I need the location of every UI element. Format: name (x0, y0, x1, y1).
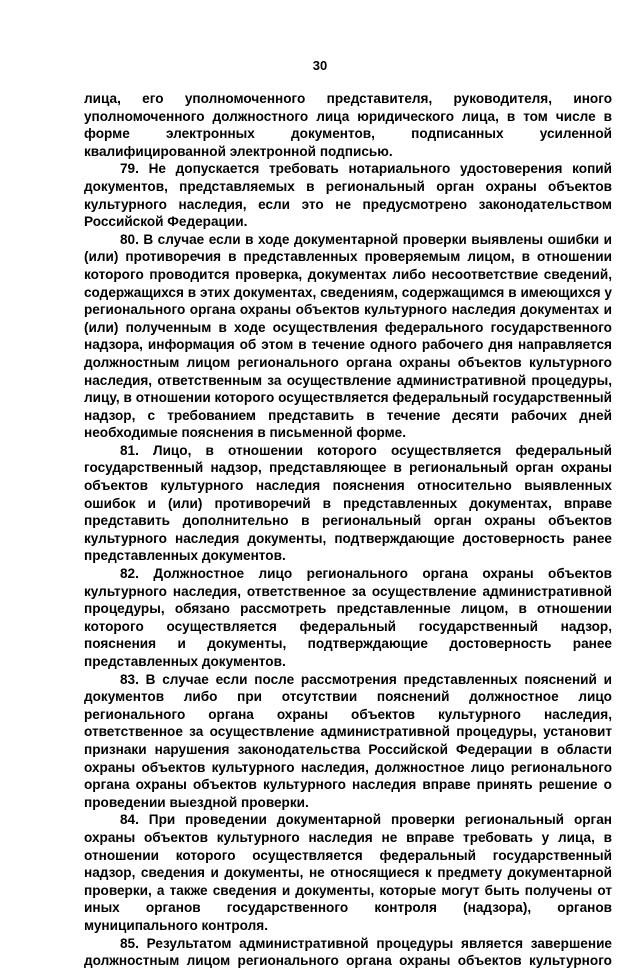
paragraph-84: 84. При проведении документарной проверки региональный орган охраны объектов культурного наследия не вправе требовать у лица, в отношении которого осуществляется федеральный государственный надзор, сведения и документы, не относящиеся к предмету документарной проверки, а также сведения и документы, которые могут быть получены от иных органов государственного контроля (надзора), органов муниципального контроля. (84, 812, 612, 933)
paragraph-85: 85. Результатом административной процедуры является завершение должностным лицом регионального органа охраны объектов культурного (84, 935, 612, 969)
paragraph-79: 79. Не допускается требовать нотариального удостоверения копий документов, представляемых в региональный орган охраны объектов культурного наследия, если это не предусмотрено законодательством Российской Федерации. (84, 161, 612, 230)
paragraph-continued: лица, его уполномоченного представителя, руководителя, иного уполномоченного должностного лица юридического лица, в том числе в форме электронных документов, подписанных усиленной квалифицированной электронной подписью. (84, 91, 612, 159)
paragraph-83: 83. В случае если после рассмотрения представленных пояснений и документов либо при отсутствии пояснений должностное лицо регионального органа охраны объектов культурного наследия, ответственное за осуществление административной процедуры, установит признаки нарушения законодательства Российской Федерации в области охраны объектов культурного наследия, должностное лицо регионального органа охраны объектов культурного наследия вправе принять решение о проведении выездной проверки. (84, 671, 612, 810)
paragraph-80: 80. В случае если в ходе документарной проверки выявлены ошибки и (или) противоречия в представленных проверяемым лицом, в отношении которого проводится проверка, документах либо несоответствие сведений, содержащихся в этих документах, сведениям, содержащимся в имеющихся у регионального органа охраны объектов культурного наследия документах и (или) полученным в ходе осуществления федерального государственного надзора, информация об этом в течение одного рабочего дня направляется должностным лицом регионального органа охраны объектов культурного наследия, ответственным за осуществление административной процедуры, лицу, в отношении которого осуществляется федеральный государственный надзор, с требованием представить в течение десяти рабочих дней необходимые пояснения в письменной форме. (84, 231, 612, 441)
page-number: 30 (312, 58, 328, 73)
paragraph-81: 81. Лицо, в отношении которого осуществляется федеральный государственный надзор, представляющее в региональный орган охраны объектов культурного наследия пояснения относительно выявленных ошибок и (или) противоречий в представленных документах, вправе представить дополнительно в региональный орган охраны объектов культурного наследия документы, подтверждающие достоверность ранее представленных документов. (84, 442, 612, 564)
document-body (84, 90, 612, 970)
paragraph-82: 82. Должностное лицо регионального органа охраны объектов культурного наследия, ответственное за осуществление административной процедуры, обязано рассмотреть представленные лицом, в отношении которого осуществляется федеральный государственный надзор, пояснения и документы, подтверждающие достоверность ранее представленных документов. (84, 566, 612, 669)
